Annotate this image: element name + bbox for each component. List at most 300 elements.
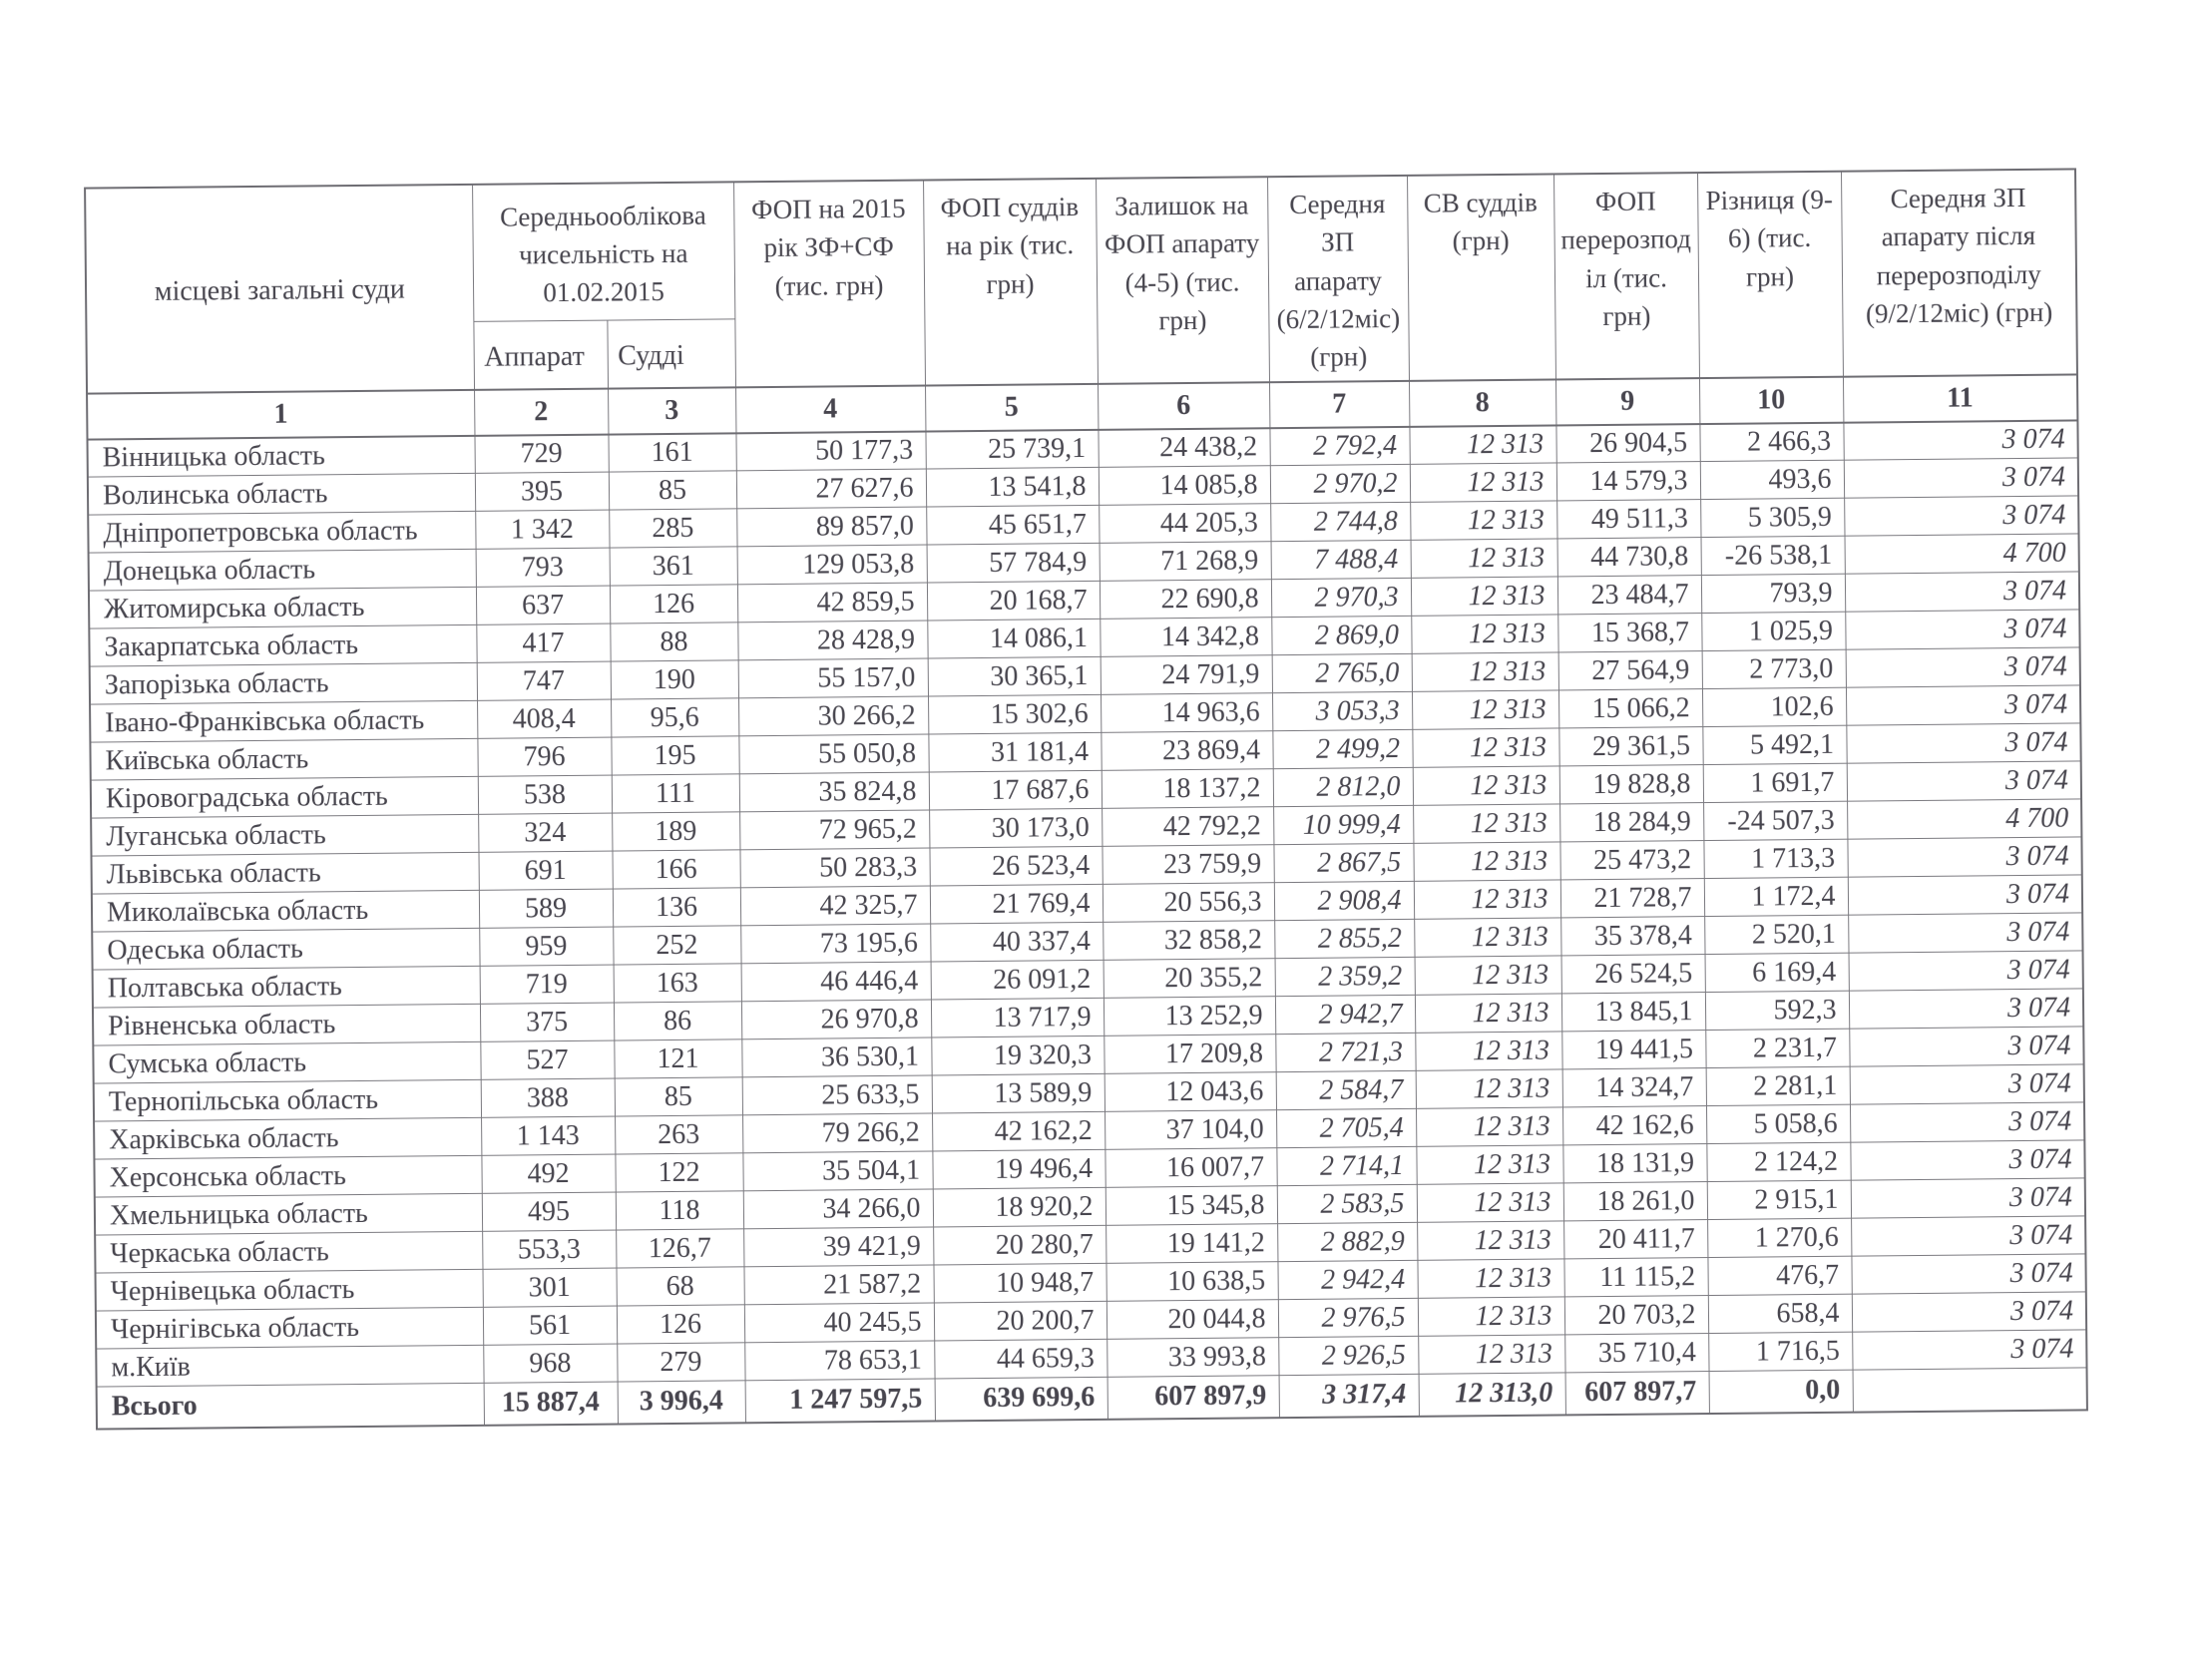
cell-col-6: 20 044,8 <box>1106 1300 1278 1340</box>
cell-col-8: 12 313 <box>1415 1032 1561 1070</box>
cell-col-2: 719 <box>480 965 614 1004</box>
cell-col-4: 26 970,8 <box>741 1000 931 1039</box>
cell-col-4: 21 587,2 <box>743 1265 933 1305</box>
cell-col-7: 2 882,9 <box>1277 1222 1417 1261</box>
cell-col-4: 39 421,9 <box>743 1227 933 1267</box>
cell-col-2: 959 <box>479 927 613 966</box>
cell-col-10: 2 915,1 <box>1707 1180 1851 1219</box>
cell-col-7: 2 705,4 <box>1276 1108 1416 1147</box>
cell-col-9: 15 066,2 <box>1558 689 1702 728</box>
cell-col-7: 2 942,7 <box>1275 995 1415 1034</box>
cell-col-5: 26 091,2 <box>931 960 1104 1000</box>
col-number: 8 <box>1409 379 1555 426</box>
cell-col-8: 12 313 <box>1410 501 1556 540</box>
cell-region-name: Сумська область <box>93 1041 480 1083</box>
cell-col-8: 12 313 <box>1412 690 1558 729</box>
cell-col-9: 26 524,5 <box>1561 955 1705 994</box>
cell-col-11 <box>1853 1368 2087 1412</box>
cell-col-4: 1 247 597,5 <box>745 1379 935 1423</box>
cell-col-8: 12 313 <box>1418 1297 1564 1336</box>
cell-col-8: 12 313 <box>1416 1107 1562 1146</box>
cell-col-9: 607 897,7 <box>1565 1372 1709 1415</box>
cell-col-3: 85 <box>615 1077 742 1116</box>
cell-col-6: 42 792,2 <box>1102 807 1273 847</box>
cell-col-8: 12 313 <box>1417 1221 1563 1260</box>
col-number: 1 <box>87 390 474 440</box>
cell-col-4: 42 325,7 <box>740 886 930 926</box>
cell-col-10: 658,4 <box>1708 1294 1852 1333</box>
cell-col-7: 2 812,0 <box>1273 767 1413 806</box>
cell-col-2: 324 <box>478 813 612 852</box>
cell-col-9: 20 703,2 <box>1564 1296 1708 1335</box>
cell-col-9: 49 511,3 <box>1556 500 1700 539</box>
cell-col-6: 23 869,4 <box>1101 731 1272 771</box>
cell-col-11: 3 074 <box>1849 989 2083 1029</box>
cell-col-9: 18 131,9 <box>1562 1144 1706 1183</box>
cell-col-5: 639 699,6 <box>935 1377 1107 1421</box>
cell-col-10: 793,9 <box>1701 574 1845 613</box>
cell-col-3: 121 <box>614 1039 741 1078</box>
cell-col-2: 968 <box>483 1344 617 1383</box>
cell-col-4: 72 965,2 <box>739 810 929 850</box>
cell-col-8: 12 313 <box>1410 463 1556 502</box>
cell-col-11: 3 074 <box>1846 723 2080 763</box>
table-body <box>87 420 2086 1429</box>
cell-col-10: 102,6 <box>1702 687 1846 726</box>
cell-col-4: 129 053,8 <box>737 545 927 585</box>
cell-col-11: 4 700 <box>1847 799 2081 839</box>
cell-region-name: Івано-Франківська область <box>90 700 477 742</box>
col-number: 2 <box>474 388 608 435</box>
cell-col-6: 22 690,8 <box>1100 580 1271 620</box>
cell-col-2: 637 <box>476 586 610 624</box>
cell-region-name: Тернопільська область <box>94 1079 481 1121</box>
cell-col-9: 19 828,8 <box>1559 765 1703 804</box>
cell-col-9: 44 730,8 <box>1557 538 1701 577</box>
cell-col-9: 21 728,7 <box>1560 879 1704 918</box>
cell-col-3: 126 <box>610 585 737 623</box>
cell-col-2: 408,4 <box>477 699 611 738</box>
cell-col-6: 19 141,2 <box>1106 1224 1277 1264</box>
cell-col-10: 476,7 <box>1707 1256 1851 1295</box>
cell-col-8: 12 313 <box>1412 728 1558 767</box>
cell-col-11: 3 074 <box>1849 951 2083 991</box>
cell-col-6: 12 043,6 <box>1105 1072 1276 1112</box>
col-header-difference: Різниця (9-6) (тис. грн) <box>1697 172 1843 378</box>
cell-col-11: 3 074 <box>1848 875 2082 915</box>
cell-col-3: 161 <box>608 433 735 472</box>
cell-col-2: 538 <box>478 775 612 814</box>
cell-col-3: 285 <box>609 509 736 548</box>
cell-col-4: 36 530,1 <box>741 1038 931 1077</box>
col-number: 10 <box>1699 376 1843 423</box>
cell-col-9: 15 368,7 <box>1557 614 1701 652</box>
cell-col-8: 12 313 <box>1415 956 1561 995</box>
cell-col-4: 34 266,0 <box>743 1189 933 1229</box>
cell-region-name: Дніпропетровська область <box>88 512 475 554</box>
cell-col-6: 20 355,2 <box>1104 959 1275 999</box>
cell-col-11: 3 074 <box>1851 1216 2085 1256</box>
cell-col-6: 18 137,2 <box>1102 769 1273 809</box>
cell-col-7: 2 942,4 <box>1277 1260 1417 1299</box>
cell-col-11: 3 074 <box>1846 647 2080 687</box>
col-header-fop-remainder: Залишок на ФОП апарату (4-5) (тис. грн) <box>1096 177 1269 383</box>
cell-col-10: 592,3 <box>1705 991 1849 1030</box>
cell-col-8: 12 313 <box>1411 577 1557 616</box>
cell-col-2: 375 <box>480 1003 614 1041</box>
cell-col-4: 50 283,3 <box>739 848 929 888</box>
cell-col-8: 12 313 <box>1417 1183 1563 1222</box>
cell-col-3: 118 <box>616 1191 743 1230</box>
cell-col-10: 1 172,4 <box>1704 877 1848 916</box>
cell-col-5: 14 086,1 <box>927 620 1100 659</box>
cell-col-11: 3 074 <box>1844 458 2078 498</box>
cell-region-name: Київська область <box>90 738 477 780</box>
cell-col-10: 5 058,6 <box>1706 1104 1850 1143</box>
cell-col-11: 3 074 <box>1851 1178 2085 1218</box>
cell-region-name: Харківська область <box>94 1117 481 1159</box>
cell-col-5: 10 948,7 <box>933 1263 1106 1303</box>
cell-col-2: 388 <box>481 1078 615 1117</box>
cell-col-5: 13 717,9 <box>931 998 1104 1038</box>
cell-col-4: 27 627,6 <box>736 469 926 509</box>
cell-col-6: 607 897,9 <box>1107 1376 1279 1420</box>
cell-col-3: 279 <box>617 1343 744 1382</box>
cell-region-name: Чернівецька область <box>96 1269 483 1311</box>
cell-col-8: 12 313,0 <box>1419 1373 1565 1416</box>
cell-col-4: 35 824,8 <box>739 772 929 812</box>
cell-col-3: 189 <box>612 812 739 851</box>
cell-col-9: 35 378,4 <box>1560 917 1704 956</box>
cell-col-3: 122 <box>615 1153 742 1192</box>
cell-region-name: Донецька область <box>89 550 476 592</box>
cell-col-2: 1 342 <box>475 510 609 549</box>
cell-col-9: 18 261,0 <box>1563 1182 1707 1221</box>
cell-col-10: 5 492,1 <box>1702 725 1846 764</box>
cell-col-3: 252 <box>613 926 740 965</box>
cell-col-2: 747 <box>477 661 611 700</box>
cell-col-10: 1 713,3 <box>1703 839 1847 878</box>
cell-col-8: 12 313 <box>1411 615 1557 653</box>
cell-col-5: 13 589,9 <box>932 1073 1105 1113</box>
cell-region-name: Волинська область <box>88 474 475 516</box>
cell-col-8: 12 313 <box>1413 842 1559 881</box>
cell-col-7: 2 869,0 <box>1271 617 1411 655</box>
col-header-judges: Судді <box>607 319 735 388</box>
cell-col-6: 23 759,9 <box>1102 845 1273 885</box>
cell-col-10: 2 466,3 <box>1699 422 1843 461</box>
col-header-avg-salary-after: Середня ЗП апарату після перерозподілу (9/2/12міс) (грн) <box>1841 169 2077 376</box>
cell-col-8: 12 313 <box>1416 1069 1562 1108</box>
cell-col-6: 71 268,9 <box>1100 542 1271 582</box>
cell-col-11: 3 074 <box>1845 610 2079 649</box>
col-header-courts: місцеві загальні суди <box>85 185 474 393</box>
cell-col-4: 79 266,2 <box>742 1113 932 1153</box>
courts-payroll-table <box>84 168 2088 1430</box>
cell-col-10: 1 270,6 <box>1707 1218 1851 1257</box>
cell-col-6: 44 205,3 <box>1099 504 1270 544</box>
cell-col-9: 26 904,5 <box>1555 424 1699 463</box>
cell-col-6: 13 252,9 <box>1104 997 1275 1037</box>
cell-col-3: 68 <box>616 1267 743 1306</box>
cell-col-2: 729 <box>474 434 608 473</box>
cell-col-3: 126,7 <box>616 1229 743 1268</box>
cell-col-7: 2 765,0 <box>1272 654 1412 693</box>
cell-region-name: м.Київ <box>96 1345 483 1387</box>
cell-col-3: 95,6 <box>611 698 738 737</box>
cell-col-6: 24 791,9 <box>1101 655 1272 695</box>
cell-col-2: 527 <box>480 1040 614 1079</box>
cell-region-name: Львівська область <box>92 852 479 894</box>
cell-col-8: 12 313 <box>1414 918 1560 957</box>
cell-col-10: 0,0 <box>1709 1370 1853 1413</box>
col-number: 7 <box>1269 381 1409 428</box>
cell-col-4: 55 157,0 <box>738 658 928 698</box>
cell-col-3: 3 996,4 <box>618 1381 745 1424</box>
header-row-main <box>85 169 2076 325</box>
cell-col-9: 19 441,5 <box>1561 1031 1705 1069</box>
cell-col-4: 30 266,2 <box>738 696 928 736</box>
cell-col-5: 30 365,1 <box>928 656 1101 696</box>
cell-col-9: 13 845,1 <box>1561 993 1705 1032</box>
cell-col-8: 12 313 <box>1412 652 1558 691</box>
cell-col-5: 31 181,4 <box>928 732 1101 772</box>
col-number: 11 <box>1843 374 2077 422</box>
col-header-fop-redistribution: ФОП перерозподіл (тис. грн) <box>1553 173 1699 379</box>
cell-col-3: 85 <box>609 471 736 510</box>
cell-region-name: Полтавська область <box>93 966 480 1008</box>
cell-col-5: 44 659,3 <box>934 1339 1106 1379</box>
cell-col-7: 2 714,1 <box>1276 1146 1416 1185</box>
cell-col-6: 14 963,6 <box>1101 693 1272 733</box>
cell-col-9: 29 361,5 <box>1558 727 1702 766</box>
cell-col-2: 793 <box>476 548 610 587</box>
cell-region-name: Вінницька область <box>87 436 474 478</box>
cell-col-5: 25 739,1 <box>925 430 1098 470</box>
cell-col-3: 190 <box>611 660 738 699</box>
cell-col-11: 3 074 <box>1850 1064 2084 1104</box>
cell-region-name: Черкаська область <box>95 1231 482 1273</box>
cell-col-10: 6 169,4 <box>1705 953 1849 992</box>
table-header <box>85 169 2077 439</box>
cell-col-8: 12 313 <box>1415 994 1561 1033</box>
cell-region-name: Одеська область <box>92 928 479 970</box>
cell-col-11: 3 074 <box>1847 761 2081 801</box>
cell-col-3: 163 <box>614 964 741 1003</box>
cell-col-11: 3 074 <box>1843 420 2077 460</box>
cell-col-2: 1 143 <box>481 1116 615 1155</box>
cell-col-5: 42 162,2 <box>932 1111 1105 1151</box>
cell-col-6: 14 342,8 <box>1100 618 1271 657</box>
cell-col-2: 796 <box>477 737 611 776</box>
cell-col-4: 40 245,5 <box>744 1303 934 1343</box>
cell-col-10: 2 231,7 <box>1705 1029 1849 1067</box>
col-header-staff: Аппарат <box>473 320 608 389</box>
cell-col-10: 5 305,9 <box>1700 498 1844 537</box>
cell-col-4: 42 859,5 <box>737 583 927 622</box>
cell-col-3: 88 <box>610 622 737 661</box>
cell-col-7: 2 792,4 <box>1269 427 1409 466</box>
cell-col-10: 2 124,2 <box>1706 1142 1850 1181</box>
cell-region-name: Чернігівська область <box>96 1307 483 1349</box>
cell-col-2: 553,3 <box>482 1230 616 1269</box>
cell-col-5: 19 496,4 <box>932 1149 1105 1189</box>
cell-col-10: 1 025,9 <box>1701 612 1845 650</box>
cell-col-6: 10 638,5 <box>1106 1262 1277 1302</box>
cell-col-2: 395 <box>475 472 609 511</box>
cell-col-9: 14 324,7 <box>1562 1068 1706 1107</box>
cell-col-11: 3 074 <box>1848 913 2082 953</box>
cell-col-3: 166 <box>612 850 739 889</box>
cell-region-name: Хмельницька область <box>95 1193 482 1235</box>
cell-col-5: 21 769,4 <box>930 884 1103 924</box>
cell-col-7: 2 744,8 <box>1270 503 1410 542</box>
cell-col-2: 495 <box>482 1192 616 1231</box>
cell-col-3: 126 <box>617 1305 744 1344</box>
cell-col-6: 37 104,0 <box>1105 1110 1276 1150</box>
cell-col-5: 19 320,3 <box>931 1036 1104 1075</box>
col-number: 5 <box>925 384 1098 432</box>
col-number: 9 <box>1555 378 1699 425</box>
cell-col-5: 45 651,7 <box>926 506 1099 546</box>
cell-col-7: 2 855,2 <box>1274 919 1414 958</box>
cell-col-11: 3 074 <box>1844 496 2078 536</box>
cell-col-6: 24 438,2 <box>1098 428 1269 468</box>
cell-col-11: 3 074 <box>1852 1330 2086 1370</box>
cell-region-name: Всього <box>97 1383 484 1429</box>
cell-col-10: 2 773,0 <box>1702 649 1846 688</box>
scanned-document <box>84 168 2088 1430</box>
col-header-sv-judges: СВ суддів (грн) <box>1407 174 1555 380</box>
cell-col-2: 561 <box>483 1306 617 1345</box>
cell-col-11: 3 074 <box>1850 1102 2084 1142</box>
cell-region-name: Миколаївська область <box>92 890 479 932</box>
cell-col-3: 361 <box>610 547 737 586</box>
cell-col-7: 7 488,4 <box>1271 541 1411 580</box>
cell-col-4: 50 177,3 <box>735 431 925 471</box>
cell-col-8: 12 313 <box>1418 1335 1564 1374</box>
cell-region-name: Рівненська область <box>93 1004 480 1045</box>
cell-col-6: 33 993,8 <box>1106 1338 1278 1378</box>
col-number: 4 <box>735 385 925 433</box>
cell-col-10: 2 281,1 <box>1706 1066 1850 1105</box>
cell-col-11: 3 074 <box>1846 685 2080 725</box>
cell-region-name: Кіровоградська область <box>91 776 478 818</box>
cell-col-7: 3 317,4 <box>1279 1374 1419 1417</box>
cell-col-7: 2 926,5 <box>1278 1336 1418 1375</box>
cell-col-8: 12 313 <box>1416 1145 1562 1184</box>
cell-col-9: 25 473,2 <box>1559 841 1703 880</box>
cell-col-5: 57 784,9 <box>927 544 1100 584</box>
cell-region-name: Херсонська область <box>94 1155 481 1197</box>
cell-col-4: 46 446,4 <box>741 962 931 1002</box>
cell-col-3: 263 <box>615 1115 742 1154</box>
cell-col-5: 20 200,7 <box>934 1301 1106 1341</box>
cell-col-9: 20 411,7 <box>1563 1220 1707 1259</box>
cell-col-7: 2 976,5 <box>1278 1298 1418 1337</box>
cell-col-4: 28 428,9 <box>737 621 927 660</box>
cell-col-9: 18 284,9 <box>1559 803 1703 842</box>
cell-region-name: Закарпатська область <box>89 624 476 666</box>
cell-col-5: 13 541,8 <box>926 468 1099 508</box>
cell-col-11: 4 700 <box>1845 534 2079 574</box>
cell-col-4: 35 504,1 <box>742 1151 932 1191</box>
cell-col-3: 136 <box>613 888 740 927</box>
cell-col-6: 16 007,7 <box>1105 1148 1276 1188</box>
cell-col-7: 2 867,5 <box>1273 843 1413 882</box>
cell-region-name: Луганська область <box>91 814 478 856</box>
cell-col-2: 301 <box>482 1268 616 1307</box>
cell-col-9: 35 710,4 <box>1564 1334 1708 1373</box>
cell-col-5: 18 920,2 <box>933 1187 1106 1227</box>
cell-col-5: 26 523,4 <box>929 846 1102 886</box>
cell-col-7: 2 583,5 <box>1277 1184 1417 1223</box>
cell-col-5: 20 168,7 <box>927 582 1100 622</box>
cell-col-8: 12 313 <box>1414 880 1560 919</box>
cell-col-8: 12 313 <box>1413 766 1559 805</box>
cell-col-11: 3 074 <box>1850 1140 2084 1180</box>
cell-col-7: 2 721,3 <box>1275 1033 1415 1071</box>
cell-col-5: 40 337,4 <box>930 922 1103 962</box>
cell-col-5: 15 302,6 <box>928 694 1101 734</box>
cell-col-4: 55 050,8 <box>738 734 928 774</box>
cell-col-5: 17 687,6 <box>929 770 1102 810</box>
cell-col-9: 27 564,9 <box>1558 651 1702 690</box>
cell-col-9: 23 484,7 <box>1557 576 1701 615</box>
cell-col-5: 20 280,7 <box>933 1225 1106 1265</box>
cell-col-8: 12 313 <box>1411 539 1557 578</box>
cell-col-6: 20 556,3 <box>1103 883 1274 923</box>
cell-col-10: 1 691,7 <box>1703 763 1847 802</box>
cell-col-7: 10 999,4 <box>1273 805 1413 844</box>
cell-col-7: 2 359,2 <box>1275 957 1415 996</box>
cell-col-9: 11 115,2 <box>1563 1258 1707 1297</box>
cell-col-8: 12 313 <box>1413 804 1559 843</box>
cell-col-6: 15 345,8 <box>1106 1186 1277 1226</box>
cell-col-10: 1 716,5 <box>1708 1332 1852 1371</box>
cell-col-2: 589 <box>479 889 613 928</box>
cell-col-3: 86 <box>614 1002 741 1040</box>
cell-col-9: 42 162,6 <box>1562 1106 1706 1145</box>
cell-col-2: 492 <box>481 1154 615 1193</box>
col-header-fop-judges: ФОП суддів на рік (тис. грн) <box>923 179 1098 385</box>
cell-col-10: 2 520,1 <box>1704 915 1848 954</box>
cell-col-2: 691 <box>478 851 612 890</box>
cell-col-8: 12 313 <box>1417 1259 1563 1298</box>
cell-col-9: 14 579,3 <box>1556 462 1700 501</box>
col-header-fop-2015: ФОП на 2015 рік ЗФ+СФ (тис. грн) <box>733 181 925 387</box>
cell-col-5: 30 173,0 <box>929 808 1102 848</box>
cell-col-7: 2 499,2 <box>1272 729 1412 768</box>
cell-col-6: 14 085,8 <box>1099 466 1270 506</box>
col-number: 6 <box>1098 382 1269 430</box>
cell-col-2: 15 887,4 <box>484 1382 618 1425</box>
cell-col-6: 17 209,8 <box>1104 1035 1275 1074</box>
cell-col-7: 2 584,7 <box>1276 1070 1416 1109</box>
cell-col-4: 25 633,5 <box>742 1075 932 1115</box>
cell-col-2: 417 <box>476 623 610 662</box>
cell-col-7: 2 908,4 <box>1274 881 1414 920</box>
col-header-avg-salary: Середня ЗП апарату (6/2/12міс) (грн) <box>1267 176 1409 382</box>
cell-region-name: Запорізька область <box>90 662 477 704</box>
cell-col-3: 111 <box>612 774 739 813</box>
cell-col-7: 2 970,3 <box>1271 579 1411 618</box>
cell-col-8: 12 313 <box>1409 425 1555 464</box>
cell-col-10: 493,6 <box>1700 460 1844 499</box>
cell-col-4: 73 195,6 <box>740 924 930 964</box>
cell-col-7: 2 970,2 <box>1270 465 1410 504</box>
cell-col-11: 3 074 <box>1845 572 2079 612</box>
